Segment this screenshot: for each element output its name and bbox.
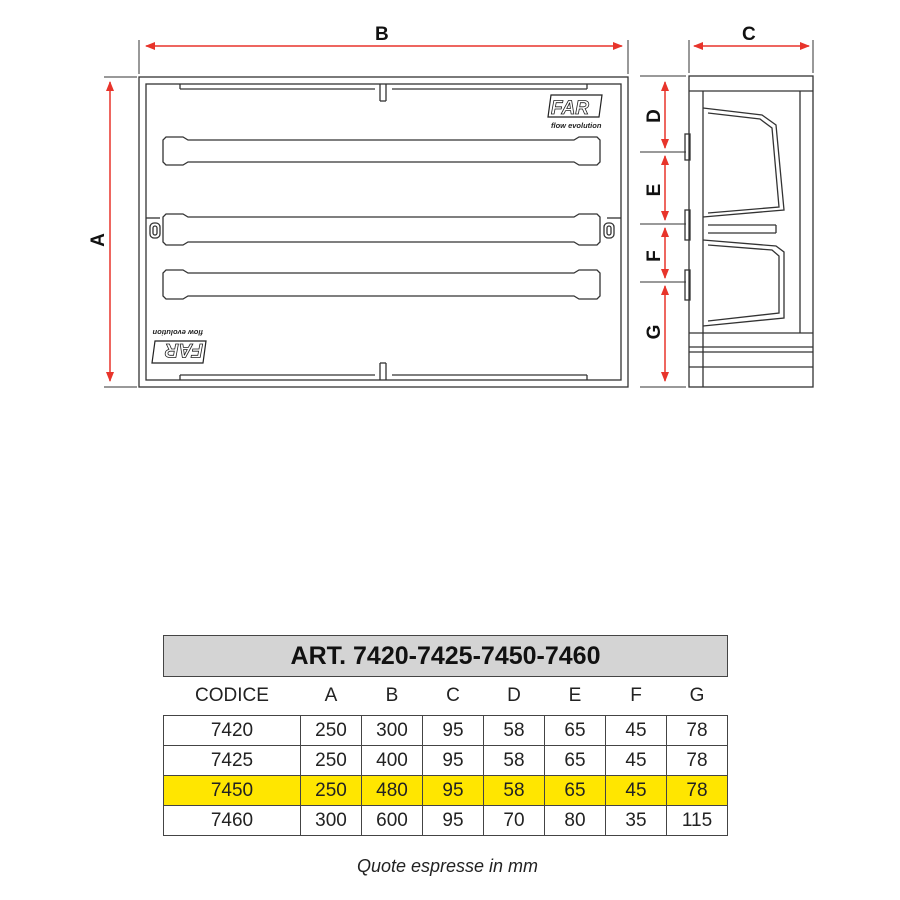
cell-b: 480 — [362, 776, 423, 806]
logo-brand-text: FAR — [551, 98, 589, 119]
logo-tagline-text: flow evolution — [551, 121, 602, 130]
cell-a: 250 — [301, 776, 362, 806]
cell-d: 58 — [484, 716, 545, 746]
far-logo-bottom — [152, 328, 206, 363]
dimension-lines — [104, 40, 813, 387]
header-e: E — [568, 685, 582, 706]
header-c: C — [446, 685, 460, 706]
table-row — [164, 806, 728, 836]
cell-b: 400 — [362, 746, 423, 776]
table-title: ART. 7420-7425-7450-7460 — [164, 636, 728, 677]
cell-c: 95 — [423, 776, 484, 806]
table-row — [164, 716, 728, 746]
cell-e: 65 — [545, 746, 606, 776]
cell-codice: 7420 — [164, 716, 301, 746]
cell-codice: 7460 — [164, 806, 301, 836]
cell-g: 78 — [667, 716, 728, 746]
side-outer-frame — [689, 76, 813, 387]
cell-b: 600 — [362, 806, 423, 836]
header-g: G — [689, 685, 705, 706]
cell-codice: 7450 — [164, 776, 301, 806]
logo-brand-text-rotated: FAR — [165, 339, 203, 360]
label-a: A — [88, 233, 109, 247]
units-note: Quote espresse in mm — [356, 856, 539, 876]
cell-a: 250 — [301, 746, 362, 776]
cell-f: 45 — [606, 716, 667, 746]
din-rail-top — [163, 137, 600, 165]
din-rail-bottom — [163, 270, 600, 299]
label-c: C — [742, 24, 756, 45]
header-f: F — [630, 685, 642, 706]
table-row — [164, 746, 728, 776]
din-rail-middle — [163, 214, 600, 245]
table-header-row — [164, 677, 728, 716]
cell-c: 95 — [423, 746, 484, 776]
cell-e: 80 — [545, 806, 606, 836]
label-f: F — [644, 250, 665, 262]
cell-d: 58 — [484, 746, 545, 776]
cell-g: 115 — [667, 806, 728, 836]
cell-codice: 7425 — [164, 746, 301, 776]
table-row-highlighted — [164, 776, 728, 806]
cell-c: 95 — [423, 806, 484, 836]
cell-f: 35 — [606, 806, 667, 836]
label-g: G — [644, 324, 665, 340]
label-e: E — [644, 183, 665, 197]
cell-a: 300 — [301, 806, 362, 836]
cell-e: 65 — [545, 716, 606, 746]
label-b: B — [375, 24, 389, 45]
cell-f: 45 — [606, 746, 667, 776]
cell-d: 70 — [484, 806, 545, 836]
label-d: D — [644, 109, 665, 123]
header-codice: CODICE — [195, 685, 269, 706]
cell-g: 78 — [667, 746, 728, 776]
cell-f: 45 — [606, 776, 667, 806]
side-view — [685, 76, 813, 387]
cell-g: 78 — [667, 776, 728, 806]
cell-a: 250 — [301, 716, 362, 746]
cell-e: 65 — [545, 776, 606, 806]
spec-table — [163, 635, 728, 836]
header-a: A — [324, 685, 338, 706]
logo-tagline-text-rotated: flow evolution — [152, 328, 203, 337]
front-inner-frame — [146, 84, 621, 380]
far-logo-top — [548, 95, 602, 130]
header-b: B — [385, 685, 399, 706]
cell-d: 58 — [484, 776, 545, 806]
cell-c: 95 — [423, 716, 484, 746]
header-d: D — [507, 685, 521, 706]
cell-b: 300 — [362, 716, 423, 746]
